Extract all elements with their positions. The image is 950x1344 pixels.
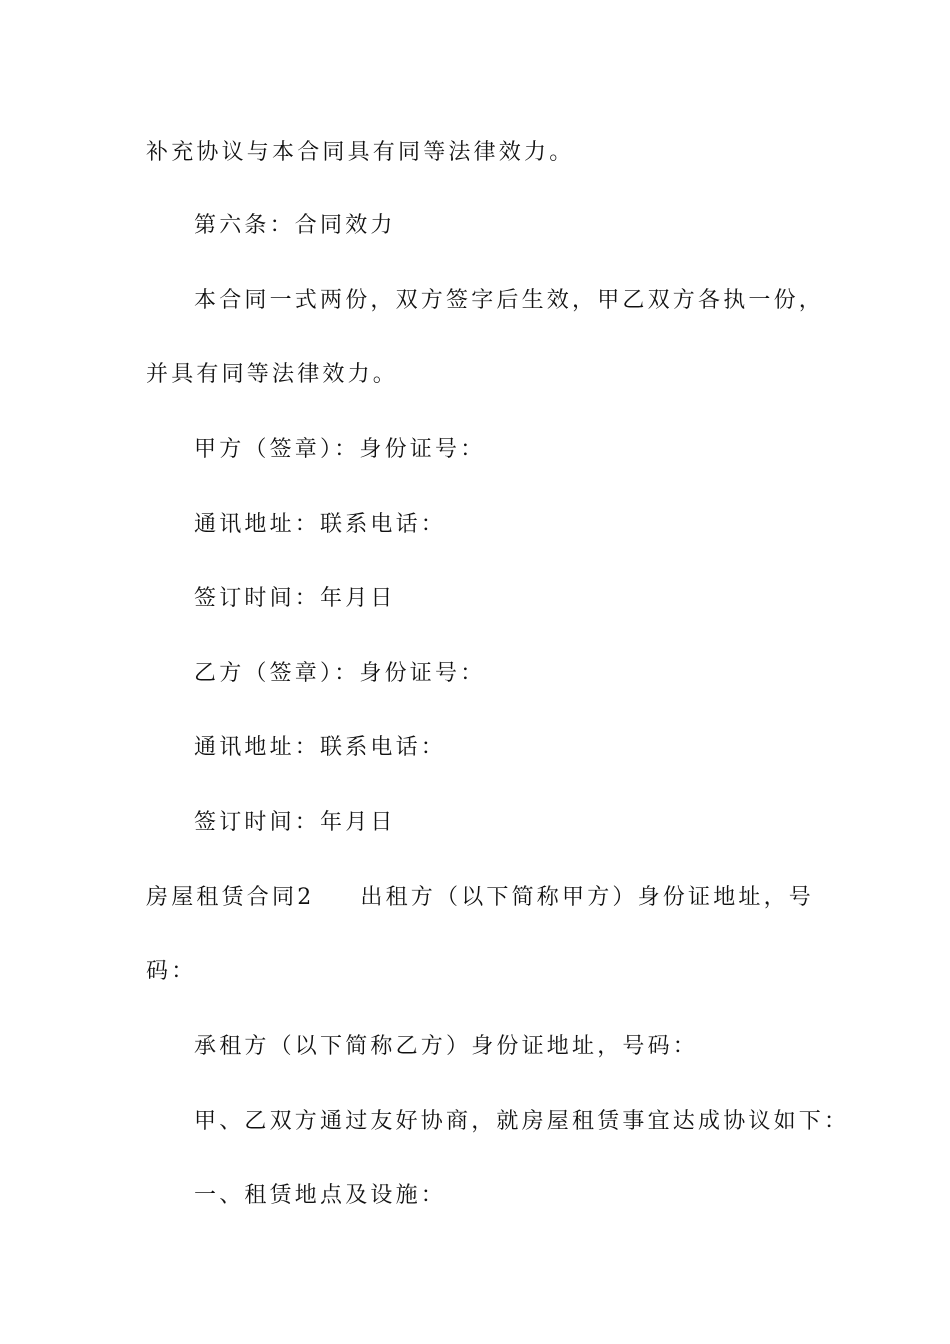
contract-two-title: 房屋租赁合同2 [146,885,315,910]
section-one-heading: 一、租赁地点及设施： [194,1183,447,1208]
paragraph-supplement-validity: 补充协议与本合同具有同等法律效力。 [146,140,575,165]
lessee-info: 承租方（以下简称乙方）身份证地址，号码： [194,1034,699,1059]
article-six-heading: 第六条：合同效力 [194,213,396,238]
party-b-address-phone: 通讯地址：联系电话： [194,735,447,760]
party-a-signature-id: 甲方（签章）：身份证号： [194,437,486,462]
party-b-signature-id: 乙方（签章）：身份证号： [194,661,486,686]
party-b-sign-date: 签订时间：年月日 [194,810,396,835]
party-a-sign-date: 签订时间：年月日 [194,586,396,611]
lessor-info: 出租方（以下简称甲方）身份证地址，号 [360,885,815,910]
contract-two-first-line [146,884,826,912]
paragraph-contract-copies-line1: 本合同一式两份，双方签字后生效，甲乙双方各执一份， [194,288,825,313]
party-a-address-phone: 通讯地址：联系电话： [194,512,447,537]
paragraph-contract-copies-line2: 并具有同等法律效力。 [146,362,399,387]
agreement-intro: 甲、乙双方通过友好协商，就房屋租赁事宜达成协议如下： [194,1109,850,1134]
lessor-info-continued: 码： [146,959,197,984]
